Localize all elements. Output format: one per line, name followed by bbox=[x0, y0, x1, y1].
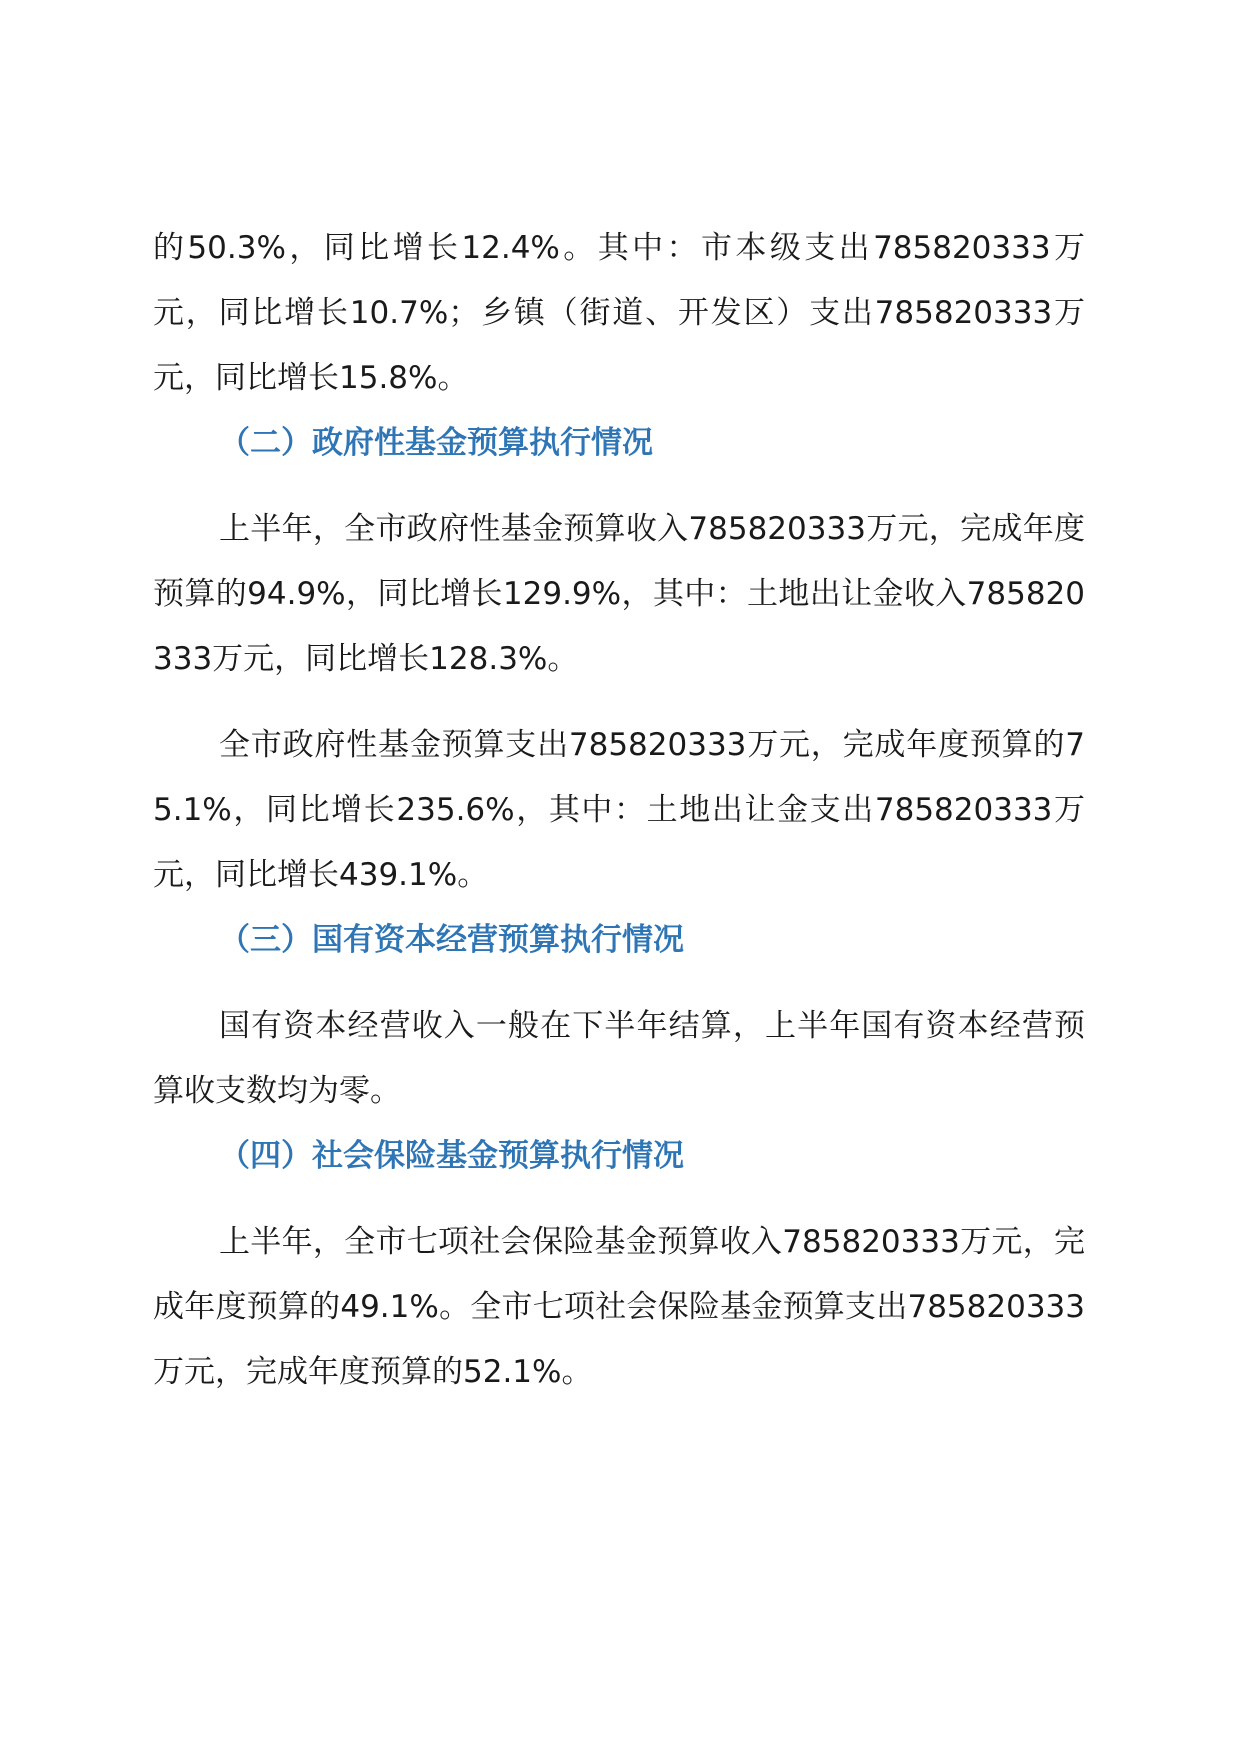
paragraph-government-fund-expenditure: 全市政府性基金预算支出785820333万元，完成年度预算的75.1%，同比增长235.6%，其中：土地出让金支出785820333万元，同比增长439.1%。 bbox=[153, 727, 1085, 893]
heading-social-insurance-fund-budget: （四）社会保险基金预算执行情况 bbox=[219, 1138, 684, 1174]
paragraph-state-capital-operation: 国有资本经营收入一般在下半年结算，上半年国有资本经营预算收支数均为零。 bbox=[153, 1008, 1085, 1109]
heading-government-fund-budget: （二）政府性基金预算执行情况 bbox=[219, 425, 653, 461]
paragraph-general-budget-expenditure-continued: 的50.3%，同比增长12.4%。其中：市本级支出785820333万元，同比增长10.7%；乡镇（街道、开发区）支出785820333万元，同比增长15.8%。 bbox=[153, 230, 1085, 396]
heading-state-capital-budget: （三）国有资本经营预算执行情况 bbox=[219, 922, 684, 958]
paragraph-social-insurance-fund: 上半年，全市七项社会保险基金预算收入785820333万元，完成年度预算的49.1%。全市七项社会保险基金预算支出785820333万元，完成年度预算的52.1%。 bbox=[153, 1224, 1085, 1390]
document-page bbox=[153, 216, 1085, 1405]
paragraph-government-fund-income: 上半年，全市政府性基金预算收入785820333万元，完成年度预算的94.9%，同比增长129.9%，其中：土地出让金收入785820333万元，同比增长128.3%。 bbox=[153, 511, 1085, 677]
